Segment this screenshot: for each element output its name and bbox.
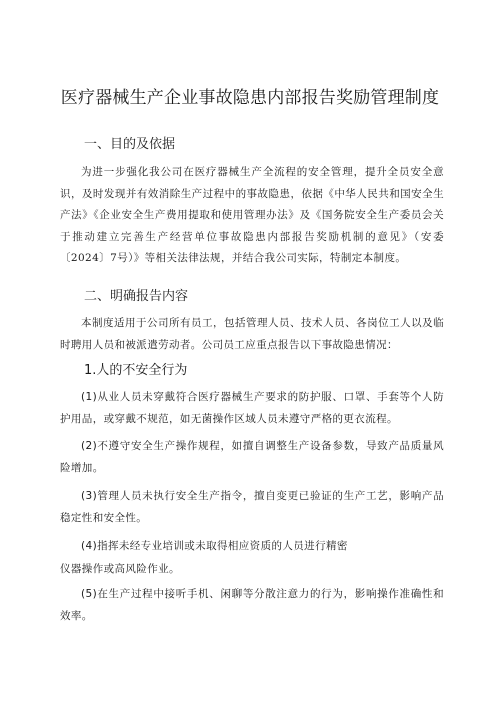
list-item-continuation: [60, 559, 444, 581]
list-item-number: (5): [81, 588, 98, 600]
list-item-number: (2): [81, 440, 98, 452]
list-item-text: 仪器操作或高风险作业。: [60, 563, 180, 575]
list-item: [60, 387, 444, 430]
list-item: [60, 436, 444, 479]
list-item-text: 在生产过程中接听手机、闲聊等分散注意力的行为，影响操作准确性和效率。: [60, 588, 444, 622]
list-item-text: 不遵守安全生产操作规程，如擅自调整生产设备参数，导致产品质量风险增加。: [60, 440, 444, 474]
list-item: [60, 536, 444, 558]
list-item: [60, 584, 444, 627]
paragraph-scope: 本制度适用于公司所有员工，包括管理人员、技术人员、各岗位工人以及临时聘用人员和被派遣劳动者。公司员工应重点报告以下事故隐患情况：: [60, 317, 444, 351]
document-title: 医疗器械生产企业事故隐患内部报告奖励管理制度: [60, 88, 440, 108]
list-item-text: 指挥未经专业培训或未取得相应资质的人员进行精密: [97, 540, 348, 552]
paragraph-purpose: 为进一步强化我公司在医疗器械生产全流程的安全管理，提升全员安全意识，及时发现并有效消除生产过程中的事故隐患，依据《中华人民共和国安全生产法》《企业安全生产费用提取和使用管理办法》及《国务院安全生产委员会关于推动建立完善生产经营单位事故隐患内部报告奖励机制的意见》（安委〔2024〕7号）》等相关法律法规，并结合我公司实际，特制定本制度。: [60, 166, 444, 265]
list-item: [60, 486, 444, 529]
list-item-text: 从业人员未穿戴符合医疗器械生产要求的防护服、口罩、手套等个人防护用品，或穿戴不规范，如无菌操作区域人员未遵守严格的更衣流程。: [60, 391, 444, 425]
list-item-number: (3): [81, 490, 98, 502]
section-heading-report-content: 二、明确报告内容: [84, 289, 189, 304]
subheading-unsafe-behavior: 1.人的不安全行为: [84, 363, 188, 378]
list-item-text: 管理人员未执行安全生产指令，擅自变更已验证的生产工艺，影响产品稳定性和安全性。: [60, 490, 444, 524]
list-item-number: (4): [81, 540, 98, 552]
list-item-number: (1): [81, 391, 98, 403]
section-heading-purpose: 一、目的及依据: [84, 137, 176, 152]
